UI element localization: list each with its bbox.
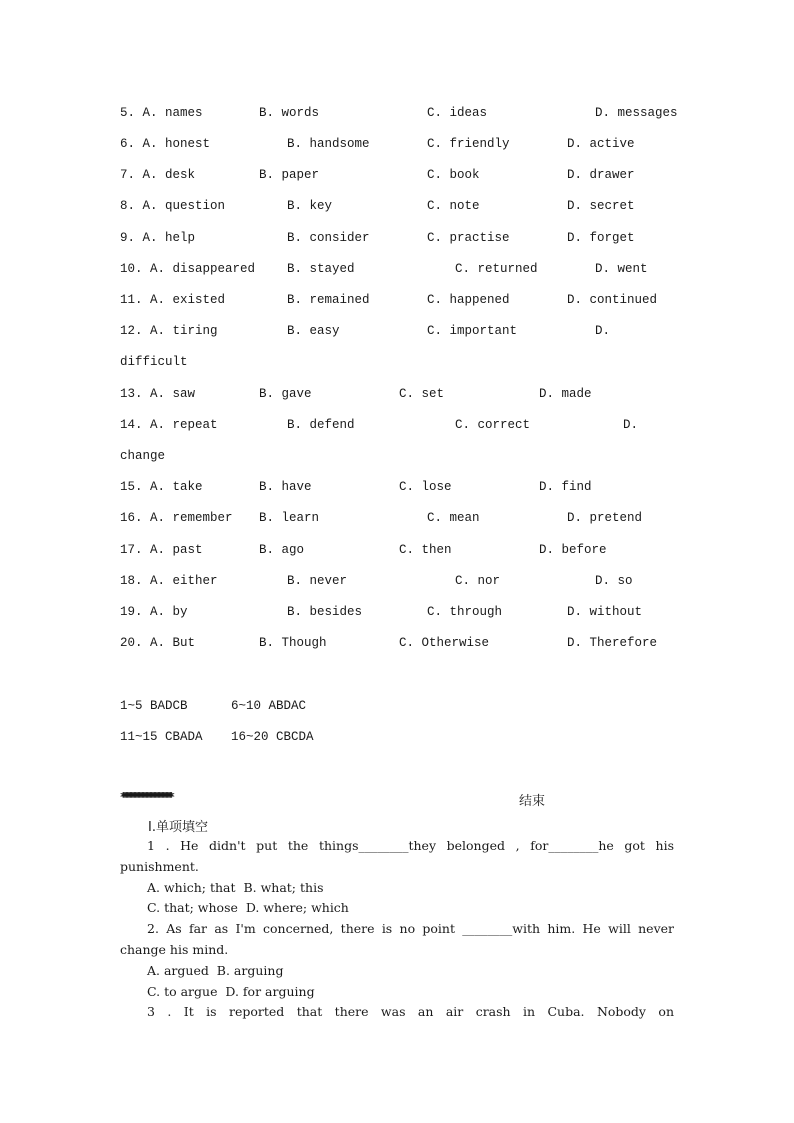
q17-option-b: B. ago [259, 543, 305, 557]
q9-option-b: B. consider [287, 231, 370, 245]
answer-1-5: 1~5 BADCB [120, 699, 188, 713]
q17-option-a: 17. A. past [120, 543, 203, 557]
q5-option-a: 5. A. names [120, 106, 203, 120]
q11-option-c: C. happened [427, 293, 510, 307]
q7-option-c: C. book [427, 168, 480, 182]
q13-option-c: C. set [399, 387, 445, 401]
q1-stem-line2: punishment. [120, 859, 199, 874]
q7-option-d: D. drawer [567, 168, 635, 182]
q11-option-d: D. continued [567, 293, 658, 307]
q9-option-c: C. practise [427, 231, 510, 245]
q6-option-a: 6. A. honest [120, 137, 211, 151]
q9-option-d: D. forget [567, 231, 635, 245]
q16-option-a: 16. A. remember [120, 511, 233, 525]
q20-option-c: C. Otherwise [399, 636, 490, 650]
q12-option-d-wrap: difficult [120, 355, 188, 369]
q18-option-b: B. never [287, 574, 348, 588]
q9-option-a: 9. A. help [120, 231, 196, 245]
q14-option-c: C. correct [455, 418, 531, 432]
q16-option-c: C. mean [427, 511, 480, 525]
q16-option-d: D. pretend [567, 511, 643, 525]
q10-option-c: C. returned [455, 262, 538, 276]
q6-option-b: B. handsome [287, 137, 370, 151]
q2-stem-line2: change his mind. [120, 942, 229, 957]
q18-option-d: D. so [595, 574, 633, 588]
q8-option-c: C. note [427, 199, 480, 213]
q17-option-c: C. then [399, 543, 452, 557]
q20-option-a: 20. A. But [120, 636, 196, 650]
q5-option-b: B. words [259, 106, 320, 120]
q14-option-d: D. [623, 418, 639, 432]
q2-options-cd: C. to argue D. for arguing [147, 984, 315, 999]
q14-option-a: 14. A. repeat [120, 418, 218, 432]
q19-option-b: B. besides [287, 605, 363, 619]
q1-stem-line1: 1 . He didn't put the things________they belonged , for________he got his [147, 838, 674, 853]
q7-option-a: 7. A. desk [120, 168, 196, 182]
q2-options-ab: A. argued B. arguing [147, 963, 284, 978]
q5-option-d: D. messages [595, 106, 678, 120]
q13-option-a: 13. A. saw [120, 387, 196, 401]
q20-option-d: D. Therefore [567, 636, 658, 650]
answer-16-20: 16~20 CBCDA [231, 730, 314, 744]
q13-option-d: D. made [539, 387, 592, 401]
q15-option-c: C. lose [399, 480, 452, 494]
q11-option-b: B. remained [287, 293, 370, 307]
q19-option-c: C. through [427, 605, 503, 619]
q15-option-b: B. have [259, 480, 312, 494]
q11-option-a: 11. A. existed [120, 293, 226, 307]
q18-option-a: 18. A. either [120, 574, 218, 588]
q6-option-c: C. friendly [427, 137, 510, 151]
q14-option-d-wrap: change [120, 449, 166, 463]
q16-option-b: B. learn [259, 511, 320, 525]
q10-option-a: 10. A. disappeared [120, 262, 256, 276]
q8-option-a: 8. A. question [120, 199, 226, 213]
q19-option-a: 19. A. by [120, 605, 188, 619]
q12-option-a: 12. A. tiring [120, 324, 218, 338]
divider-end-label: 结束 [519, 794, 546, 809]
q10-option-d: D. went [595, 262, 648, 276]
divider-stars: ************************************************************** [120, 790, 170, 804]
q18-option-c: C. nor [455, 574, 501, 588]
q15-option-d: D. find [539, 480, 592, 494]
section-divider [120, 790, 170, 804]
q15-option-a: 15. A. take [120, 480, 203, 494]
q8-option-b: B. key [287, 199, 333, 213]
q12-option-c: C. important [427, 324, 518, 338]
answer-6-10: 6~10 ABDAC [231, 699, 307, 713]
q12-option-b: B. easy [287, 324, 340, 338]
q14-option-b: B. defend [287, 418, 355, 432]
q13-option-b: B. gave [259, 387, 312, 401]
answer-11-15: 11~15 CBADA [120, 730, 203, 744]
q6-option-d: D. active [567, 137, 635, 151]
section-title: Ⅰ.单项填空 [148, 820, 208, 835]
q19-option-d: D. without [567, 605, 643, 619]
q12-option-d: D. [595, 324, 611, 338]
q20-option-b: B. Though [259, 636, 327, 650]
q10-option-b: B. stayed [287, 262, 355, 276]
q5-option-c: C. ideas [427, 106, 488, 120]
q8-option-d: D. secret [567, 199, 635, 213]
q3-stem-line1: 3 . It is reported that there was an air crash in Cuba. Nobody on [147, 1004, 674, 1019]
q7-option-b: B. paper [259, 168, 320, 182]
q17-option-d: D. before [539, 543, 607, 557]
q1-options-cd: C. that; whose D. where; which [147, 900, 349, 915]
q2-stem-line1: 2. As far as I'm concerned, there is no point ________with him. He will never [147, 921, 674, 936]
q1-options-ab: A. which; that B. what; this [147, 880, 324, 895]
